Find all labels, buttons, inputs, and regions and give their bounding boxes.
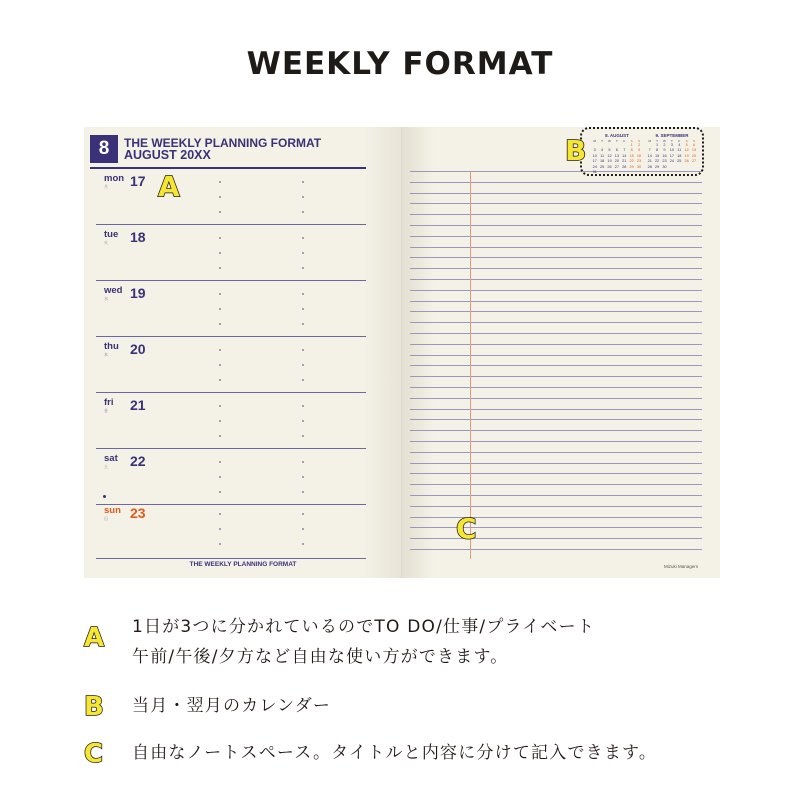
divider-dot bbox=[302, 491, 304, 493]
right-page-footer: Mizuki Managers bbox=[664, 564, 699, 569]
divider-dot bbox=[302, 543, 304, 545]
calendar-date: 24 bbox=[669, 159, 674, 164]
calendar-week-row bbox=[646, 165, 698, 170]
legend-line: 午前/午後/夕方など自由な使い方ができます。 bbox=[132, 647, 509, 667]
calendar-date: 23 bbox=[636, 159, 642, 164]
calendar-date: 30 bbox=[662, 164, 667, 169]
calendar-date: 28 bbox=[647, 164, 652, 169]
calendar-date: 22 bbox=[654, 159, 660, 164]
legend-letter-c: C bbox=[84, 739, 104, 769]
divider-dot bbox=[219, 420, 221, 422]
ruled-line bbox=[410, 527, 702, 528]
calendar-date: 28 bbox=[622, 164, 627, 169]
calendar-date: 3 bbox=[670, 143, 673, 147]
calendar-weekday: F bbox=[623, 139, 626, 143]
ruled-line bbox=[410, 182, 702, 183]
calendar-date: 27 bbox=[614, 164, 619, 169]
ruled-line bbox=[410, 355, 702, 356]
ruled-line bbox=[410, 236, 702, 237]
page-header-title: THE WEEKLY PLANNING FORMAT bbox=[124, 136, 322, 150]
divider-dot bbox=[302, 252, 304, 254]
calendar-weekday: W bbox=[663, 139, 666, 143]
page-title: WEEKLY FORMAT bbox=[246, 46, 554, 82]
calendar-date: 29 bbox=[629, 164, 634, 169]
calendar-date: 10 bbox=[669, 148, 674, 153]
ruled-line bbox=[410, 365, 702, 366]
calendar-date: 26 bbox=[607, 164, 612, 169]
calendar-date: 29 bbox=[654, 164, 660, 169]
divider-dot bbox=[219, 528, 221, 530]
calendar-date: 22 bbox=[629, 159, 634, 164]
day-name: sat bbox=[104, 453, 118, 464]
divider-dot bbox=[302, 196, 304, 198]
calendar-date: 11 bbox=[677, 148, 682, 153]
calendar-date: 2 bbox=[637, 143, 641, 147]
ruled-line bbox=[410, 193, 702, 194]
calendar-weekday: S bbox=[638, 139, 641, 143]
day-row-wed bbox=[84, 281, 402, 337]
day-name: tue bbox=[104, 229, 119, 240]
ruled-line bbox=[410, 495, 702, 496]
divider-dot bbox=[302, 181, 304, 183]
divider-dot bbox=[302, 420, 304, 422]
day-name: wed bbox=[104, 285, 123, 296]
calendar-date: 10 bbox=[592, 153, 597, 158]
calendar-date: 12 bbox=[607, 153, 612, 158]
ruled-line bbox=[410, 290, 702, 291]
calendar-date: 14 bbox=[622, 153, 627, 158]
day-date: 21 bbox=[130, 397, 146, 413]
ruled-line bbox=[410, 333, 702, 334]
ruled-line bbox=[410, 430, 702, 431]
day-name: sun bbox=[104, 505, 121, 516]
calendar-date: 19 bbox=[684, 153, 689, 158]
calendar-date: 24 bbox=[592, 164, 597, 169]
divider-dot bbox=[302, 528, 304, 530]
calendar-date: 14 bbox=[647, 153, 652, 158]
ruled-line bbox=[410, 398, 702, 399]
day-date: 17 bbox=[130, 173, 146, 189]
calendar-grid bbox=[646, 139, 698, 170]
calendar-date: 20 bbox=[614, 159, 619, 164]
calendar-date bbox=[628, 170, 635, 175]
divider-dot bbox=[219, 252, 221, 254]
calendar-date: 5 bbox=[608, 148, 611, 153]
calendar-date bbox=[598, 170, 605, 175]
ruled-line bbox=[410, 441, 702, 442]
divider-dot bbox=[219, 513, 221, 515]
calendar-weekday: T bbox=[615, 139, 618, 143]
calendar-date: 11 bbox=[600, 153, 605, 158]
day-row-sat bbox=[84, 449, 402, 505]
divider-dot bbox=[219, 237, 221, 239]
calendar-date: 23 bbox=[662, 159, 667, 164]
day-date: 20 bbox=[130, 341, 146, 357]
day-date: 23 bbox=[130, 505, 146, 521]
calendar-date: 1 bbox=[630, 143, 633, 147]
title-margin-line bbox=[470, 171, 471, 559]
calendar-date bbox=[635, 170, 642, 175]
calendar-date: 30 bbox=[636, 164, 642, 169]
day-date: 18 bbox=[130, 229, 146, 245]
calendar-date: 6 bbox=[615, 148, 618, 153]
ruled-line bbox=[410, 463, 702, 464]
ruled-line bbox=[410, 301, 702, 302]
calendar-grid bbox=[591, 139, 643, 175]
legend-text-b bbox=[132, 691, 331, 721]
day-row-thu bbox=[84, 337, 402, 393]
calendar-weekday: S bbox=[630, 139, 633, 143]
calendar-date: 21 bbox=[622, 159, 627, 164]
ruled-line bbox=[410, 517, 702, 518]
ruled-line bbox=[410, 473, 702, 474]
ruled-line bbox=[410, 484, 702, 485]
notebook-spread bbox=[84, 127, 720, 578]
page-header-month: AUGUST 20XX bbox=[124, 148, 211, 162]
calendar-date bbox=[613, 170, 620, 175]
mini-calendar bbox=[580, 127, 704, 176]
ruled-line bbox=[410, 506, 702, 507]
ruled-line bbox=[410, 268, 702, 269]
marker-c: C bbox=[456, 512, 477, 545]
calendar-date bbox=[668, 165, 675, 170]
footer-rule bbox=[96, 558, 366, 559]
calendar-date: 1 bbox=[656, 143, 659, 147]
calendar-date: 4 bbox=[601, 148, 604, 153]
day-row-mon bbox=[84, 169, 402, 225]
divider-dot bbox=[302, 293, 304, 295]
legend-line: 当月・翌月のカレンダー bbox=[132, 696, 332, 716]
marker-a: A bbox=[158, 170, 180, 203]
ruled-line bbox=[410, 279, 702, 280]
calendar-date: 12 bbox=[684, 148, 689, 153]
divider-dot bbox=[302, 323, 304, 325]
ruled-line bbox=[410, 452, 702, 453]
day-date: 22 bbox=[130, 453, 146, 469]
day-kanji: 水 bbox=[104, 296, 108, 301]
calendar-date: 4 bbox=[678, 143, 681, 147]
ruled-line bbox=[410, 225, 702, 226]
ruled-line bbox=[410, 203, 702, 204]
calendar-date: 21 bbox=[647, 159, 652, 164]
divider-dot bbox=[219, 476, 221, 478]
day-row-sun bbox=[84, 501, 402, 557]
divider-dot bbox=[302, 237, 304, 239]
calendar-month-title: 9. SEPTEMBER bbox=[655, 133, 689, 138]
day-kanji: 日 bbox=[104, 516, 108, 521]
calendar-weekday: T bbox=[656, 139, 658, 143]
calendar-date bbox=[683, 165, 690, 170]
divider-dot bbox=[219, 543, 221, 545]
day-kanji: 火 bbox=[104, 240, 108, 245]
calendar-date: 25 bbox=[677, 159, 682, 164]
calendar-date: 9 bbox=[637, 148, 641, 153]
ruled-line bbox=[410, 214, 702, 215]
calendar-date: 3 bbox=[593, 148, 596, 153]
ruled-line bbox=[410, 257, 702, 258]
calendar-date: 19 bbox=[607, 159, 612, 164]
ruled-line bbox=[410, 387, 702, 388]
ruled-line bbox=[410, 247, 702, 248]
divider-dot bbox=[302, 513, 304, 515]
sunday-dot bbox=[103, 495, 106, 498]
calendar-date: 18 bbox=[599, 159, 605, 164]
divider-dot bbox=[219, 349, 221, 351]
calendar-date: 5 bbox=[685, 143, 688, 147]
ruled-line bbox=[410, 376, 702, 377]
divider-dot bbox=[302, 349, 304, 351]
day-kanji: 月 bbox=[104, 184, 108, 189]
calendar-date bbox=[621, 170, 628, 175]
ruled-line bbox=[410, 419, 702, 420]
calendar-date: 18 bbox=[677, 153, 682, 158]
calendar-date: 6 bbox=[692, 143, 696, 147]
calendar-date bbox=[690, 165, 697, 170]
legend-line: 自由なノートスペース。タイトルと内容に分けて記入できます。 bbox=[132, 743, 658, 763]
calendar-weekday: M bbox=[648, 139, 651, 143]
divider-dot bbox=[219, 364, 221, 366]
calendar-date: 2 bbox=[663, 143, 666, 147]
calendar-date bbox=[676, 165, 683, 170]
divider-dot bbox=[219, 323, 221, 325]
calendar-date: 20 bbox=[691, 153, 697, 158]
calendar-date: 9 bbox=[663, 148, 666, 153]
day-name: mon bbox=[104, 173, 125, 184]
day-row-fri bbox=[84, 393, 402, 449]
left-page-footer: THE WEEKLY PLANNING FORMAT bbox=[189, 561, 297, 568]
day-name: fri bbox=[104, 397, 114, 408]
month-number-box: 8 bbox=[90, 135, 118, 163]
ruled-line bbox=[410, 409, 702, 410]
calendar-current-month bbox=[591, 133, 643, 175]
calendar-date: 17 bbox=[592, 159, 597, 164]
day-row-tue bbox=[84, 225, 402, 281]
calendar-date: 16 bbox=[662, 153, 667, 158]
calendar-next-month bbox=[646, 133, 698, 170]
ruled-line bbox=[410, 538, 702, 539]
note-page bbox=[402, 127, 720, 578]
calendar-date: 8 bbox=[630, 148, 633, 153]
calendar-weekday: F bbox=[678, 139, 681, 143]
divider-dot bbox=[219, 435, 221, 437]
calendar-weekday: M bbox=[593, 139, 596, 143]
divider-dot bbox=[219, 491, 221, 493]
calendar-date: 15 bbox=[629, 153, 634, 158]
divider-dot bbox=[302, 267, 304, 269]
divider-dot bbox=[302, 211, 304, 213]
legend-text-a bbox=[132, 612, 595, 672]
weekly-schedule-page bbox=[84, 127, 402, 578]
ruled-line bbox=[410, 344, 702, 345]
calendar-date: 13 bbox=[691, 148, 697, 153]
calendar-date bbox=[606, 170, 613, 175]
ruled-line bbox=[410, 311, 702, 312]
calendar-date: 26 bbox=[684, 159, 689, 164]
legend-text-c bbox=[132, 738, 657, 768]
marker-b: B bbox=[565, 134, 587, 167]
calendar-weekday: S bbox=[685, 139, 688, 143]
calendar-date: 25 bbox=[599, 164, 605, 169]
legend-letter-b: B bbox=[84, 692, 104, 722]
divider-dot bbox=[302, 476, 304, 478]
ruled-line bbox=[410, 549, 702, 550]
divider-dot bbox=[219, 293, 221, 295]
calendar-date: 17 bbox=[669, 153, 674, 158]
divider-dot bbox=[219, 379, 221, 381]
calendar-date: 16 bbox=[636, 153, 642, 158]
calendar-weekday: T bbox=[601, 139, 603, 143]
calendar-date: 31 bbox=[592, 170, 597, 175]
calendar-weekday: T bbox=[670, 139, 673, 143]
calendar-date: 27 bbox=[691, 159, 697, 164]
divider-dot bbox=[219, 211, 221, 213]
day-kanji: 金 bbox=[104, 408, 108, 413]
calendar-month-title: 8. AUGUST bbox=[605, 133, 629, 138]
day-date: 19 bbox=[130, 285, 146, 301]
calendar-weekday: W bbox=[608, 139, 611, 143]
calendar-date: 13 bbox=[614, 153, 619, 158]
calendar-date: 7 bbox=[648, 148, 651, 153]
calendar-date: 8 bbox=[656, 148, 659, 153]
divider-dot bbox=[302, 435, 304, 437]
divider-dot bbox=[219, 267, 221, 269]
calendar-date: 15 bbox=[654, 153, 660, 158]
legend-letter-a: A bbox=[84, 623, 105, 653]
divider-dot bbox=[302, 308, 304, 310]
day-name: thu bbox=[104, 341, 119, 352]
calendar-weekday: S bbox=[693, 139, 696, 143]
day-kanji: 木 bbox=[104, 352, 108, 357]
divider-dot bbox=[302, 364, 304, 366]
divider-dot bbox=[219, 181, 221, 183]
divider-dot bbox=[219, 405, 221, 407]
ruled-line bbox=[410, 322, 702, 323]
divider-dot bbox=[219, 308, 221, 310]
legend-line: 1日が3つに分かれているのでTO DO/仕事/プライベート bbox=[132, 617, 596, 637]
divider-dot bbox=[302, 405, 304, 407]
calendar-week-row bbox=[591, 170, 643, 175]
divider-dot bbox=[219, 196, 221, 198]
day-kanji: 土 bbox=[104, 464, 108, 469]
divider-dot bbox=[219, 461, 221, 463]
divider-dot bbox=[302, 461, 304, 463]
divider-dot bbox=[302, 379, 304, 381]
calendar-date: 7 bbox=[623, 148, 626, 153]
